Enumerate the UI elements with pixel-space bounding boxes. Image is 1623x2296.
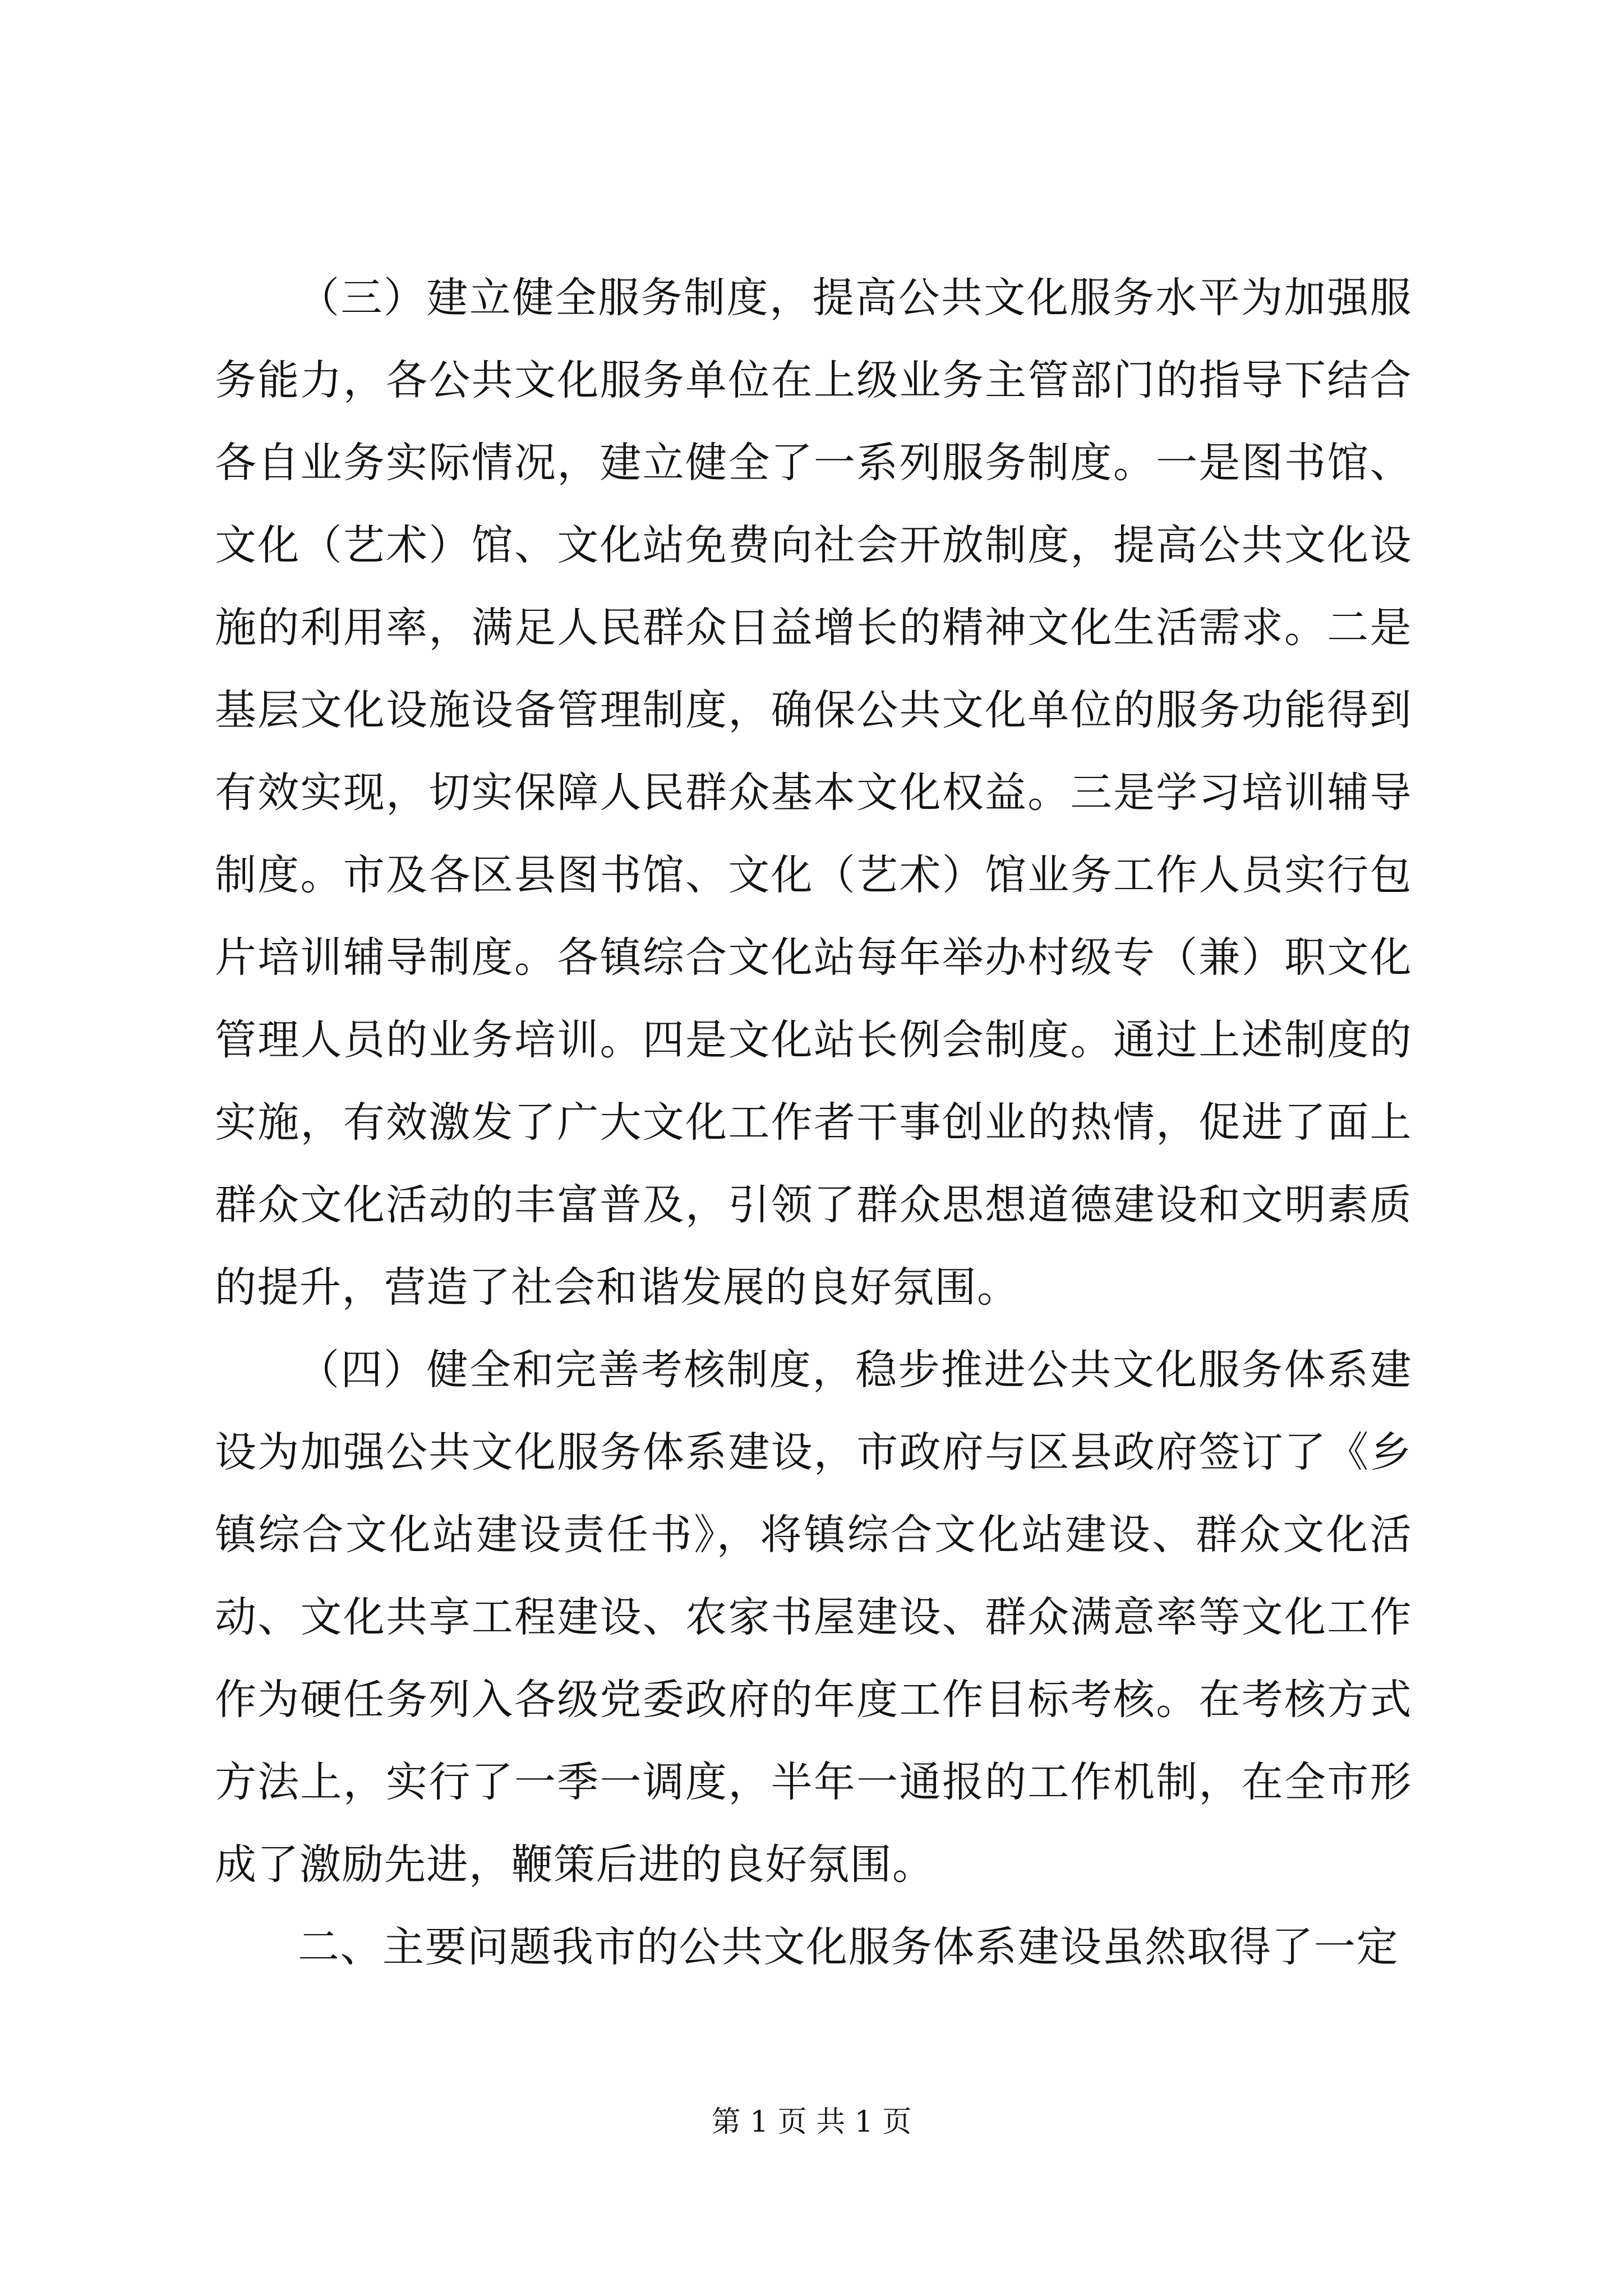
paragraph-main-problems: 二、主要问题我市的公共文化服务体系建设虽然取得了一定: [298, 1923, 1399, 1971]
page-number-footer: 第 1 页 共 1 页: [711, 2105, 912, 2139]
paragraph-service-system: （三）建立健全服务制度，提高公共文化服务水平为加强服务能力，各公共文化服务单位在上级业务主管部门的指导下结合各自业务实际情况，建立健全了一系列服务制度。一是图书馆、文化（艺术）馆、文化站免费向社会开放制度，提高公共文化设施的利用率，满足人民群众日益增长的精神文化生活需求。二是基层文化设施设备管理制度，确保公共文化单位的服务功能得到有效实现，切实保障人民群众基本文化权益。三是学习培训辅导制度。市及各区县图书馆、文化（艺术）馆业务工作人员实行包片培训辅导制度。各镇综合文化站每年举办村级专（兼）职文化管理人员的业务培训。四是文化站长例会制度。通过上述制度的实施，有效激发了广大文化工作者干事创业的热情，促进了面上群众文化活动的丰富普及，引领了群众思想道德建设和文明素质的提升，营造了社会和谐发展的良好氛围。: [215, 274, 1412, 1312]
document-body: [215, 257, 1412, 1989]
paragraph-assessment-system: （四）健全和完善考核制度，稳步推进公共文化服务体系建设为加强公共文化服务体系建设，市政府与区县政府签订了《乡镇综合文化站建设责任书》，将镇综合文化站建设、群众文化活动、文化共享工程建设、农家书屋建设、群众满意率等文化工作作为硬任务列入各级党委政府的年度工作目标考核。在考核方式方法上，实行了一季一调度，半年一通报的工作机制，在全市形成了激励先进，鞭策后进的良好氛围。: [215, 1346, 1412, 1889]
